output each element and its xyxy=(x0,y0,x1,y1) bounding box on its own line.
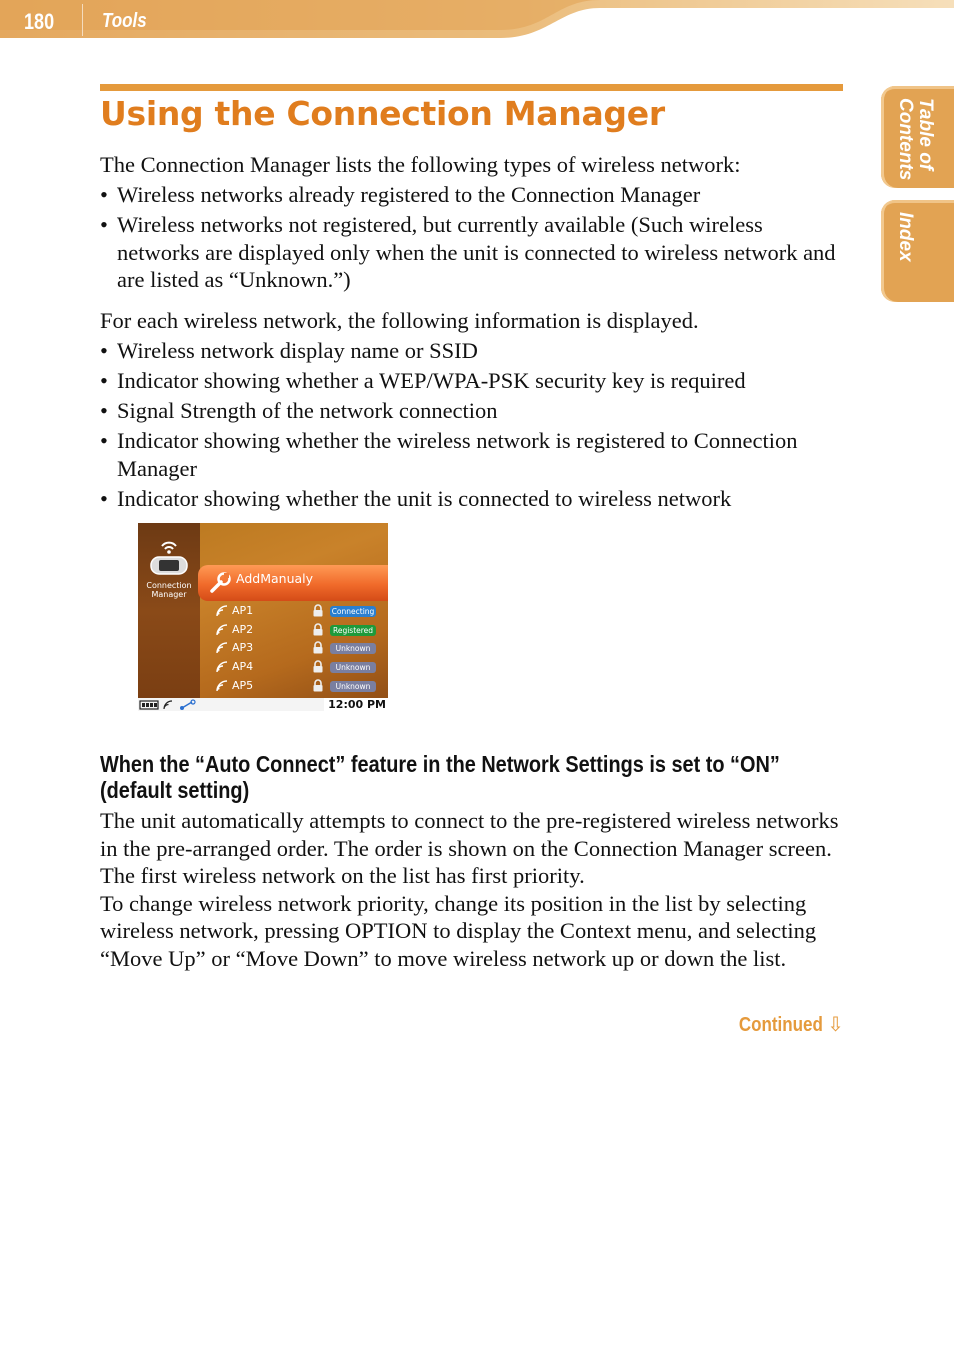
list-item: • Wireless network display name or SSID xyxy=(100,337,845,365)
status-badge: Registered xyxy=(330,625,376,636)
status-icons xyxy=(138,698,208,711)
tab-index[interactable] xyxy=(881,200,954,302)
lock-icon xyxy=(312,679,324,692)
list-item xyxy=(216,603,388,622)
list-item: • Wireless networks already registered to the Connection Manager xyxy=(100,181,845,209)
intro-lead: The Connection Manager lists the following types of wireless network: xyxy=(100,152,741,177)
auto-connect-paragraph-1: The unit automatically attempts to connect to the pre-registered wireless networks in the pre-arranged order. The order is shown on the Connection Manager screen. The first wireless network on the list has first priority. xyxy=(100,808,839,888)
tab-table-of-contents-label: Table of Contents xyxy=(895,98,936,181)
connection-manager-screenshot xyxy=(138,523,388,711)
connection-manager-icon xyxy=(148,537,190,577)
list-item: • Indicator showing whether the unit is connected to wireless network xyxy=(100,485,845,513)
continued-label: Continued xyxy=(739,1014,824,1036)
page-header xyxy=(0,0,954,40)
lock-icon xyxy=(312,604,324,617)
info-bullets xyxy=(100,337,845,512)
info-lead: For each wireless network, the following information is displayed. xyxy=(100,308,699,333)
wrench-icon xyxy=(206,571,232,595)
signal-icon xyxy=(216,661,230,673)
ap-name: AP5 xyxy=(232,679,254,692)
list-item: • Wireless networks not registered, but currently available (Such wireless networks are displayed only when the unit is connected to wireless network and are listed as “Unknown.”) xyxy=(100,211,845,294)
arrow-down-icon: ⇩ xyxy=(827,1014,844,1036)
list-item: • Signal Strength of the network connection xyxy=(100,397,845,425)
ap-name: AP4 xyxy=(232,660,254,673)
tab-table-of-contents[interactable] xyxy=(881,86,954,188)
ap-name: AP2 xyxy=(232,623,254,636)
screen-status-bar xyxy=(138,698,388,711)
status-badge: Connecting xyxy=(331,607,375,616)
list-item xyxy=(216,678,388,697)
list-item: • Indicator showing whether the wireless network is registered to Connection Manager xyxy=(100,427,845,482)
page-title: Using the Connection Manager xyxy=(100,94,665,133)
ap-name: AP3 xyxy=(232,641,254,654)
continued-link[interactable] xyxy=(724,1012,844,1037)
screen-side-label-line1: Connection xyxy=(146,581,192,590)
intro-section xyxy=(100,151,845,296)
lock-icon xyxy=(312,660,324,673)
signal-icon xyxy=(216,624,230,636)
lock-icon xyxy=(312,641,324,654)
status-badge: Unknown xyxy=(330,662,376,673)
signal-icon xyxy=(216,642,230,654)
screen-side-pane xyxy=(138,523,200,699)
lock-icon xyxy=(312,623,324,636)
wifi-icon xyxy=(164,701,172,709)
auto-connect-section xyxy=(100,807,845,972)
add-manually-item xyxy=(198,565,388,601)
auto-connect-heading: When the “Auto Connect” feature in the Network Settings is set to “ON” (default setting) xyxy=(100,751,780,803)
list-item: • Indicator showing whether a WEP/WPA-PSK security key is required xyxy=(100,367,845,395)
info-section xyxy=(100,307,845,515)
screen-clock: 12:00 PM xyxy=(324,698,388,711)
list-item xyxy=(216,659,388,678)
title-rule xyxy=(100,84,843,91)
tab-index-label: Index xyxy=(895,212,916,262)
status-badge: Unknown xyxy=(330,643,376,654)
signal-icon xyxy=(216,680,230,692)
signal-icon xyxy=(216,605,230,617)
list-item xyxy=(216,622,388,641)
screen-side-label xyxy=(140,581,198,599)
add-manually-label: AddManualy xyxy=(236,571,314,586)
list-item xyxy=(216,640,388,659)
intro-bullets xyxy=(100,181,845,294)
auto-connect-paragraph-2: To change wireless network priority, change its position in the list by selecting wireless network, pressing OPTION to display the Context menu, and selecting “Move Up” or “Move Down” to move wireless network up or down the list. xyxy=(100,890,817,971)
screen-side-label-line2: Manager xyxy=(151,590,187,599)
section-name: Tools xyxy=(102,10,147,32)
ap-name: AP1 xyxy=(232,604,254,617)
status-badge: Unknown xyxy=(330,681,376,692)
page-number: 180 xyxy=(24,9,55,34)
